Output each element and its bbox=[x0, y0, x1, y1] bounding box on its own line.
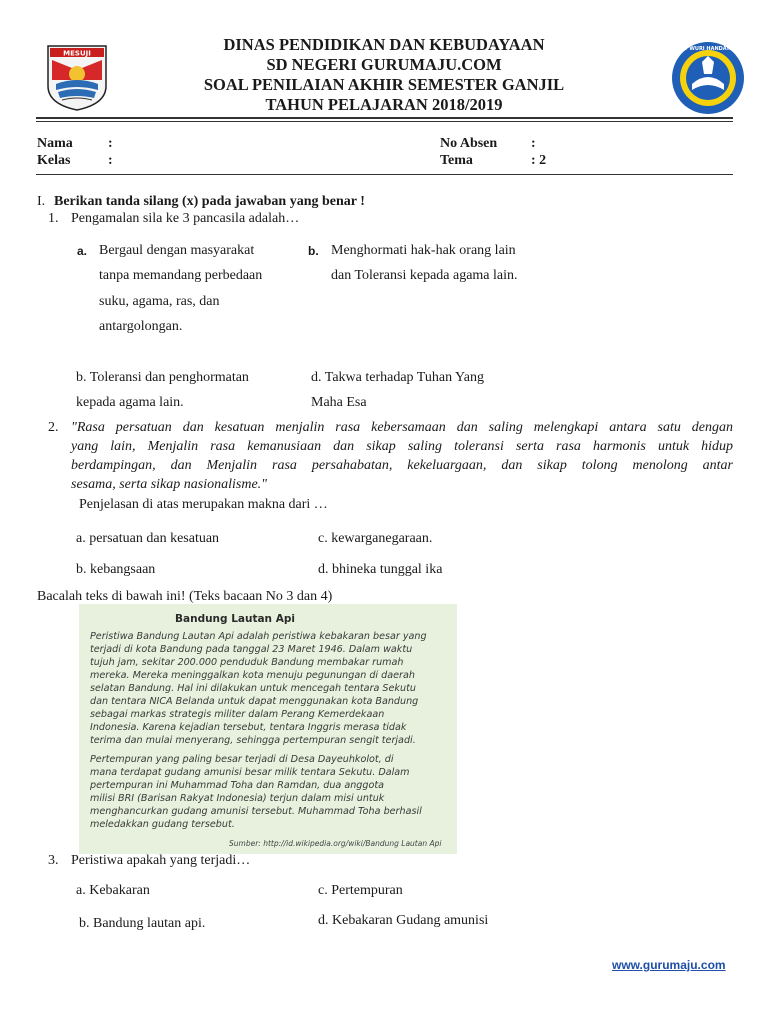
q1-option-a-line: antargolongan. bbox=[99, 319, 183, 334]
q2-quote-line: sesama, serta sikap nasionalisme." bbox=[71, 477, 268, 492]
reading-line: sebagai markas strategis militer dalam Perang Kemerdekaan bbox=[90, 709, 385, 720]
emblem-label: MESUJI bbox=[63, 49, 91, 58]
header-school: SD NEGERI GURUMAJU.COM bbox=[266, 55, 502, 74]
footer-website-link[interactable]: www.gurumaju.com bbox=[612, 958, 726, 972]
reading-line: pertempuran ini Muhammad Toha dan Ramdan, dua anggota bbox=[90, 780, 384, 791]
q1-option-b-letter: b. bbox=[308, 244, 319, 258]
q2-quote-line: yang lain, Menjalin rasa kemanusiaan dan sikap saling toleransi serta rasa harmonis untuk hidup bbox=[71, 439, 733, 454]
q3-option-b: b. Bandung lautan api. bbox=[79, 916, 206, 931]
q1-option-a-letter: a. bbox=[77, 244, 88, 258]
q2-option-d: d. bhineka tunggal ika bbox=[318, 562, 443, 577]
reading-line: milisi BRI (Barisan Rakyat Indonesia) terjun dalam misi untuk bbox=[90, 793, 385, 804]
reading-title: Bandung Lautan Api bbox=[175, 613, 295, 625]
reading-instruction: Bacalah teks di bawah ini! (Teks bacaan No 3 dan 4) bbox=[37, 589, 333, 604]
q3-option-a: a. Kebakaran bbox=[76, 883, 150, 898]
q2-number: 2. bbox=[48, 420, 59, 435]
header-rule-thin bbox=[36, 121, 733, 122]
q2-option-c: c. kewarganegaraan. bbox=[318, 531, 433, 546]
q2-question: Penjelasan di atas merupakan makna dari … bbox=[79, 497, 328, 512]
reading-line: meledakkan gudang tersebut. bbox=[90, 819, 235, 830]
reading-line: dan tentara NICA Belanda untuk dapat menggunakan kota Bandung bbox=[90, 696, 419, 707]
header-exam-title: SOAL PENILAIAN AKHIR SEMESTER GANJIL bbox=[203, 75, 565, 94]
q1-option-c-line: kepada agama lain. bbox=[76, 395, 184, 410]
q2-quote-line: berdampingan, dan Menjalin rasa persahabatan, kekeluargaan, dan sikap tolong menolong antar bbox=[71, 458, 733, 473]
q1-option-d-line: d. Takwa terhadap Tuhan Yang bbox=[311, 370, 484, 385]
reading-line: terima dan mulai menyerang, sehingga pertempuran sengit terjadi. bbox=[90, 735, 416, 746]
q1-option-c-line: b. Toleransi dan penghormatan bbox=[76, 370, 249, 385]
reading-line: mana terdapat gudang amunisi besar milik tentara Sekutu. Dalam bbox=[90, 767, 410, 778]
reading-line: Indonesia. Karena kejadian tersebut, tentara Inggris merasa tidak bbox=[90, 722, 407, 733]
reading-line: menghancurkan gudang amunisi tersebut. Muhammad Toha berhasil bbox=[90, 806, 422, 817]
header-school-year: TAHUN PELAJARAN 2018/2019 bbox=[265, 95, 503, 114]
nama-label: Nama bbox=[37, 136, 73, 151]
q1-option-a-line: tanpa memandang perbedaan bbox=[99, 268, 263, 283]
identity-rule bbox=[36, 174, 733, 175]
reading-source: Sumber: http://id.wikipedia.org/wiki/Bandung Lautan Api bbox=[229, 839, 442, 848]
reading-line: Pertempuran yang paling besar terjadi di Desa Dayeuhkolot, di bbox=[90, 754, 394, 765]
q2-quote-line: "Rasa persatuan dan kesatuan menjalin rasa kebersamaan dan saling melengkapi antara satu dengan bbox=[71, 420, 733, 435]
header-agency: DINAS PENDIDIKAN DAN KEBUDAYAAN bbox=[223, 35, 545, 54]
q2-quote bbox=[71, 420, 733, 496]
q1-option-b-line: Menghormati hak-hak orang lain bbox=[331, 243, 516, 258]
section-numeral: I. bbox=[37, 194, 46, 209]
q3-option-c: c. Pertempuran bbox=[318, 883, 403, 898]
absen-colon: : bbox=[531, 136, 536, 151]
q1-text: Pengamalan sila ke 3 pancasila adalah… bbox=[71, 211, 300, 226]
q2-option-a: a. persatuan dan kesatuan bbox=[76, 531, 220, 546]
reading-line: selatan Bandung. Hal ini dilakukan untuk mencegah tentara Sekutu bbox=[90, 683, 416, 694]
q1-option-a-line: suku, agama, ras, dan bbox=[99, 294, 220, 309]
header-rule-thick bbox=[36, 117, 733, 119]
reading-line: mereka. Mereka meninggalkan kota menuju pegunungan di daerah bbox=[90, 670, 415, 681]
reading-line: Peristiwa Bandung Lautan Api adalah peristiwa kebakaran besar yang bbox=[90, 631, 427, 642]
reading-line: terjadi di kota Bandung pada tanggal 23 Maret 1946. Dalam waktu bbox=[90, 644, 413, 655]
kelas-label: Kelas bbox=[37, 153, 71, 168]
reading-passage-box bbox=[79, 604, 457, 854]
q3-option-d: d. Kebakaran Gudang amunisi bbox=[318, 913, 489, 928]
q3-text: Peristiwa apakah yang terjadi… bbox=[71, 853, 251, 868]
kelas-colon: : bbox=[108, 153, 113, 168]
logo-motto: TUT WURI HANDAYANI bbox=[676, 46, 740, 52]
q1-option-b-line: dan Toleransi kepada agama lain. bbox=[331, 268, 518, 283]
q3-number: 3. bbox=[48, 853, 59, 868]
q1-option-a-line: Bergaul dengan masyarakat bbox=[99, 243, 255, 258]
tema-label: Tema bbox=[440, 153, 473, 168]
absen-label: No Absen bbox=[440, 136, 498, 151]
nama-colon: : bbox=[108, 136, 113, 151]
q1-number: 1. bbox=[48, 211, 59, 226]
q1-option-d-line: Maha Esa bbox=[311, 395, 367, 410]
section-instruction: Berikan tanda silang (x) pada jawaban yang benar ! bbox=[54, 194, 365, 209]
q2-option-b: b. kebangsaan bbox=[76, 562, 156, 577]
reading-line: tujuh jam, sekitar 200.000 penduduk Bandung membakar rumah bbox=[90, 657, 404, 668]
tema-value: : 2 bbox=[531, 153, 547, 168]
